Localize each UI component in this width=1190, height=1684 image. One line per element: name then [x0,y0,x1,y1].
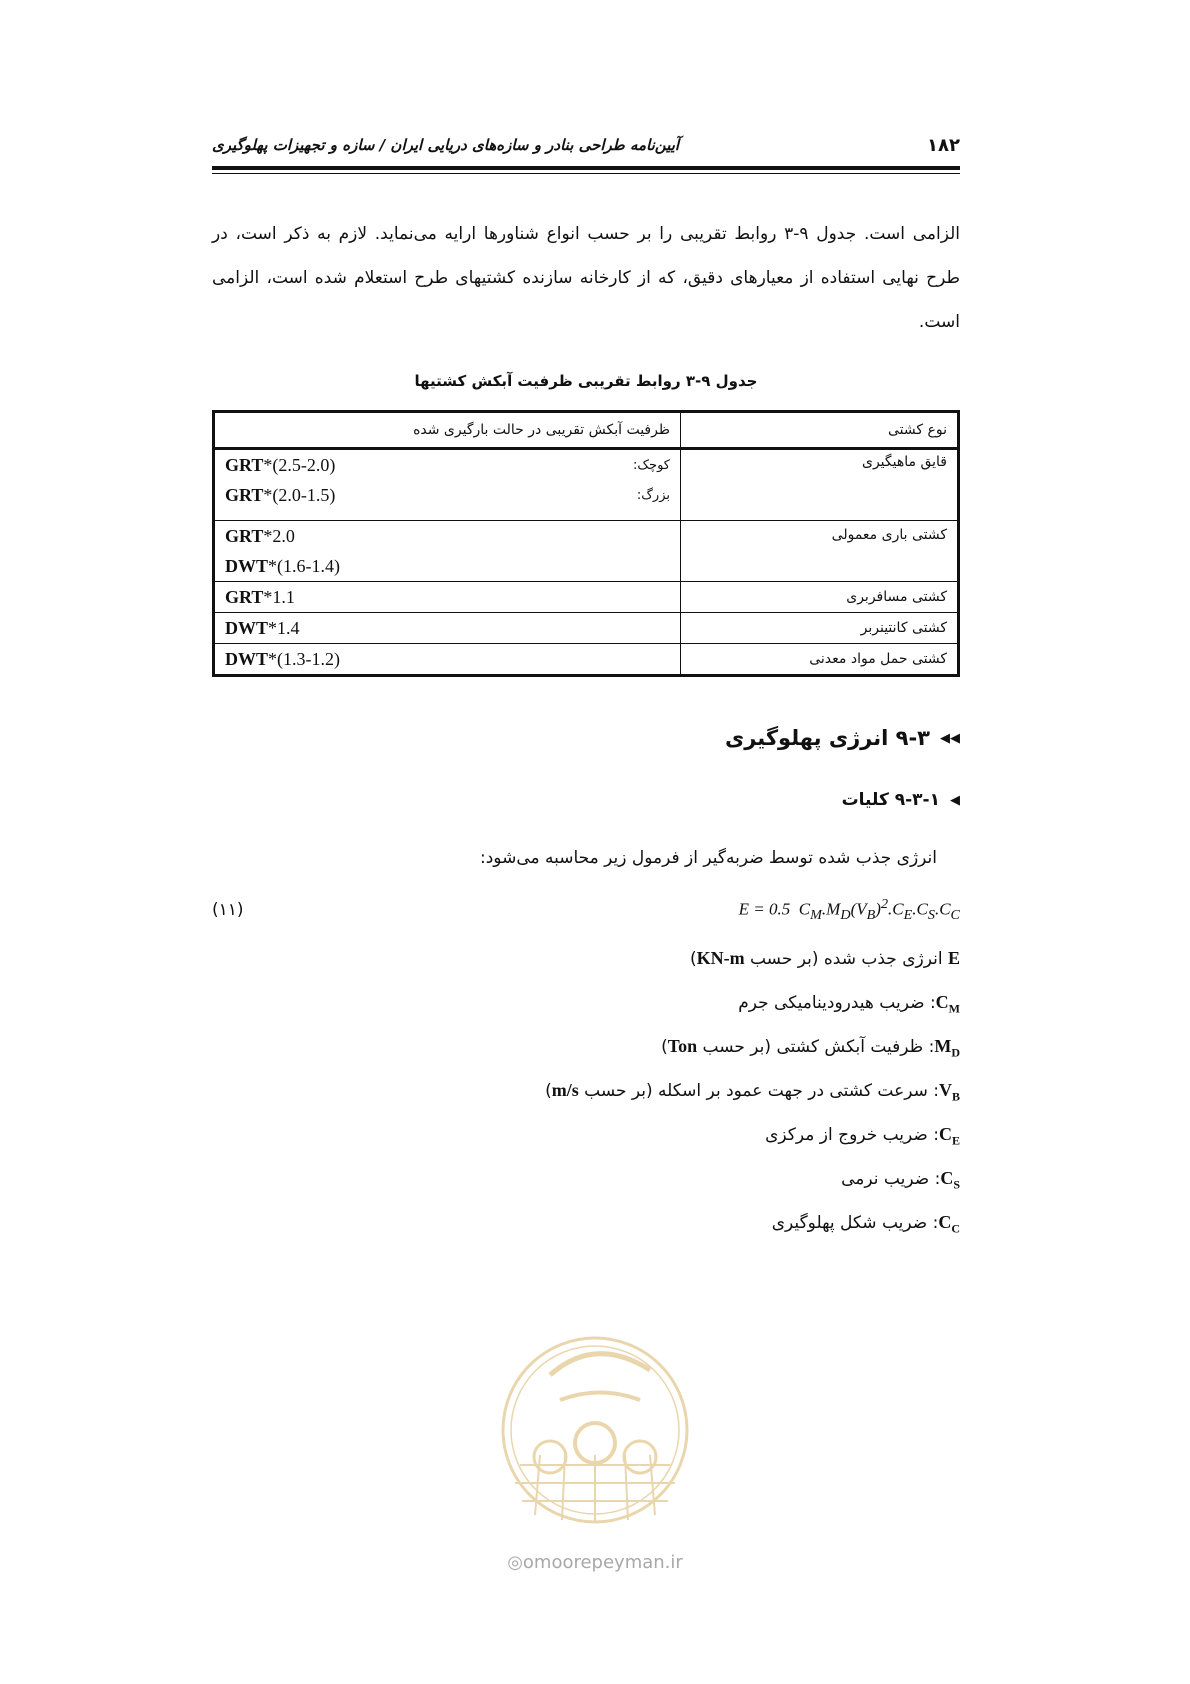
arrow-icon: ◀ [950,792,960,808]
formula-rest: *1.4 [268,618,300,638]
watermark-site: ◎omoorepeyman.ir [507,1552,683,1573]
label-small: کوچک: [633,457,670,473]
watermark-logo [490,1315,700,1565]
definition-text: انرژی جذب شده (بر حسب [744,949,948,969]
cell-capacity [214,644,681,676]
table-row [214,449,959,521]
formula-rest: *2.0 [263,526,295,546]
cell-ship-type: قایق ماهیگیری [681,449,959,521]
definition-text: : ضریب خروج از مرکزی [765,1125,939,1145]
formula-rest: *(2.5-2.0) [263,455,336,475]
formula-bold: DWT [225,556,269,576]
symbol: $C_S$ [940,1168,960,1192]
formula-rest: *(1.3-1.2) [268,649,340,669]
definition-text: : ضریب نرمی [841,1169,941,1189]
unit: KN-m [696,948,745,968]
cell-ship-type: کشتی مسافربری [681,582,959,613]
cell-capacity [214,521,681,582]
table-header-row [214,412,959,449]
cell-capacity [214,613,681,644]
formula-large [225,480,385,510]
formula [225,644,670,674]
cell-capacity [214,582,681,613]
definition-text: : ضریب هیدرودینامیکی جرم [738,993,936,1013]
unit: Ton [667,1036,698,1056]
definition-item [212,1112,960,1156]
table-caption: جدول ۹-۳ روابط تقریبی ظرفیت آبکش کشتیها [414,372,758,390]
equation: E = 0.5 $C_M.M_D(V_B)^2.C_E.C_S.C_C$ [738,895,960,924]
label-large: بزرگ: [636,487,670,503]
cell-ship-type: کشتی حمل مواد معدنی [681,644,959,676]
variable-definitions [212,936,960,1244]
symbol: $C_C$ [938,1212,960,1236]
formula-line1 [225,521,670,551]
formula-rest: *1.1 [263,587,295,607]
symbol: $M_D$ [934,1036,960,1060]
definition-item: $V_B$: سرعت کشتی در جهت عمود بر اسکله (بر حسب m/s) [545,1080,960,1104]
sub-row-large [225,480,670,510]
definition-item: E انرژی جذب شده (بر حسب KN-m) [689,948,960,969]
formula-small [225,450,385,480]
formula-bold: DWT [225,649,269,669]
symbol: $V_B$ [938,1080,960,1104]
formula [225,613,670,643]
table-row [214,644,959,676]
header-ship-type: نوع کشتی [681,412,959,449]
double-arrow-icon: ◀◀ [940,730,960,746]
body-paragraph: الزامی است. جدول ۹-۳ روابط تقریبی را بر حسب انواع شناورها ارایه می‌نماید. لازم به ذکر است، در طرح نهایی استفاده از معیارهای دقیق، که از کارخانه سازنده کشتیهای طرح استعلام شده است، الزامی است. [212,224,960,332]
section-heading [212,726,960,750]
running-title: آیین‌نامه طراحی بنادر و سازه‌های دریایی ایران / سازه و تجهیزات پهلوگیری [212,136,680,154]
definition-text: : سرعت کشتی در جهت عمود بر اسکله (بر حسب [578,1081,939,1101]
formula-rest: *(1.6-1.4) [268,556,340,576]
table-row [214,521,959,582]
formula-rest: *(2.0-1.5) [263,485,336,505]
symbol: $C_M$ [935,992,960,1016]
formula-bold: GRT [225,485,264,505]
table-row [214,613,959,644]
page-header [212,128,960,162]
symbol: $C_E$ [938,1124,960,1148]
cell-capacity [214,449,681,521]
definition-item [212,1200,960,1244]
subsection-heading [212,790,960,810]
symbol: E [947,948,960,968]
subsection-heading-text: ۹-۳-۱ کلیات [841,790,940,810]
cell-ship-type: کشتی باری معمولی [681,521,959,582]
section-heading-text: ۹-۳ انرژی پهلوگیری [724,726,930,750]
formula [225,582,670,612]
definition-text: : ضریب شکل پهلوگیری [771,1213,939,1233]
cell-ship-type: کشتی کانتینربر [681,613,959,644]
equation-row [212,895,960,925]
formula-bold: DWT [225,618,269,638]
sub-row-small [225,450,670,480]
formula-bold: GRT [225,526,264,546]
formula-line2 [225,551,670,581]
table-row [214,582,959,613]
header-rule-thick [212,166,960,170]
formula-bold: GRT [225,455,264,475]
page-number: ۱۸۲ [927,134,960,156]
unit: m/s [551,1080,579,1100]
intro-sentence: انرژی جذب شده توسط ضربه‌گیر از فرمول زیر محاسبه می‌شود: [480,848,937,868]
equation-number: (۱۱) [212,900,244,920]
header-rule-thin [212,173,960,174]
definition-item [212,980,960,1024]
capacity-table [212,410,960,677]
definition-item [212,1156,960,1200]
header-capacity: ظرفیت آبکش تقریبی در حالت بارگیری شده [214,412,681,449]
definition-text: : ظرفیت آبکش کشتی (بر حسب [697,1037,935,1057]
definition-item: $M_D$: ظرفیت آبکش کشتی (بر حسب Ton) [661,1036,960,1060]
formula-bold: GRT [225,587,264,607]
